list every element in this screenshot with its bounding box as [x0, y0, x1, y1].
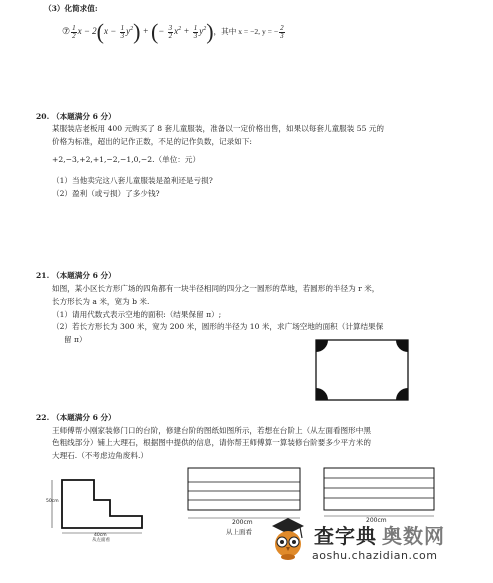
owl-mascot-logo [268, 516, 308, 562]
q22-points: （本题满分 6 分） [52, 413, 116, 422]
q21-number: 21. [36, 271, 50, 280]
fig2-width-label: 200cm [232, 519, 253, 526]
watermark-brand: 查字典 [314, 524, 377, 548]
q22-number: 22. [36, 413, 50, 422]
q21-line2: 长方形长为 a 米，宽为 b 米. [52, 297, 150, 306]
fig2-caption: 从上面看 [226, 528, 252, 536]
top-view-outline [188, 468, 300, 510]
q19-expression: ⑦ $\frac{1}{2}$ x − 2(x − $\frac{1}{3}$ $y^2$) + (− $\frac{3}{2}$ $x^2$ + $\frac{1}{3}$ $y^2$)，其中 x = −2, y = − $\frac{2}{3}$ [62, 19, 284, 44]
q20-number: 20. [36, 112, 50, 121]
watermark-url: aoshu.chazidian.com [312, 549, 438, 562]
fig1-width-label: 40cm [94, 533, 107, 538]
watermark [268, 514, 488, 576]
q21-ask1: （1）请用代数式表示空地的面积:（结果保留 π）; [52, 310, 222, 319]
q22-line3: 大理石.（不考虑边角废料.） [52, 451, 148, 460]
q20-ask1: （1）当他卖完这八套儿童服装是盈利还是亏损? [52, 176, 213, 185]
q22-line2: 色粗线部分）铺上大理石，根据图中提供的信息，请你帮王师傅算一算装修台阶要多少平方米的 [52, 438, 371, 447]
q21-ask2: （2）若长方形长为 300 米，宽为 200 米，圆形的半径为 10 米，求广场空地的面积（计算结果保 [52, 322, 384, 331]
q21-points: （本题满分 6 分） [52, 271, 116, 280]
q20-values: +2,−3,+2,+1,−2,−1,0,−2.（单位：元） [52, 155, 201, 164]
staircase-left-view-figure [46, 476, 156, 542]
quarter-circle-rectangle-figure [314, 338, 410, 402]
square-outline [316, 340, 408, 400]
front-view-outline [324, 468, 434, 510]
q19-condition: ，其中 x = −2, y = − [213, 27, 279, 37]
fig1-height-label: 50cm [46, 499, 59, 504]
q20-ask2: （2）盈利（或亏损）了多少钱? [52, 189, 160, 198]
q22-line1: 王师傅帮小刚家装修门口的台阶，修建台阶的图纸如图所示，若想在台阶上（从左面看图形中黑 [52, 426, 371, 435]
q20-line2: 价格为标准，超出的记作正数，不足的记作负数，记录如下: [52, 137, 252, 146]
q20-points: （本题满分 6 分） [52, 112, 116, 121]
q19-sub3-title: （3）化简求值: [44, 4, 98, 13]
watermark-brand2: 奥数网 [382, 524, 445, 548]
staircase-outline [62, 480, 142, 528]
fig1-caption: 从左面看 [92, 538, 110, 542]
fig3-width-label: 200cm [366, 517, 387, 524]
circle-seven-mark: ⑦ [62, 26, 71, 37]
q21-line1: 如图，某小区长方形广场的四角都有一块半径相同的四分之一圆形的草地，若圆形的半径为 r 米， [52, 284, 380, 293]
q20-line1: 某服装店老板用 400 元购买了 8 套儿童服装，准备以一定价格出售，如果以每套儿童服装 55 元的 [52, 124, 385, 133]
q21-ask2b: 留 π） [64, 335, 87, 344]
